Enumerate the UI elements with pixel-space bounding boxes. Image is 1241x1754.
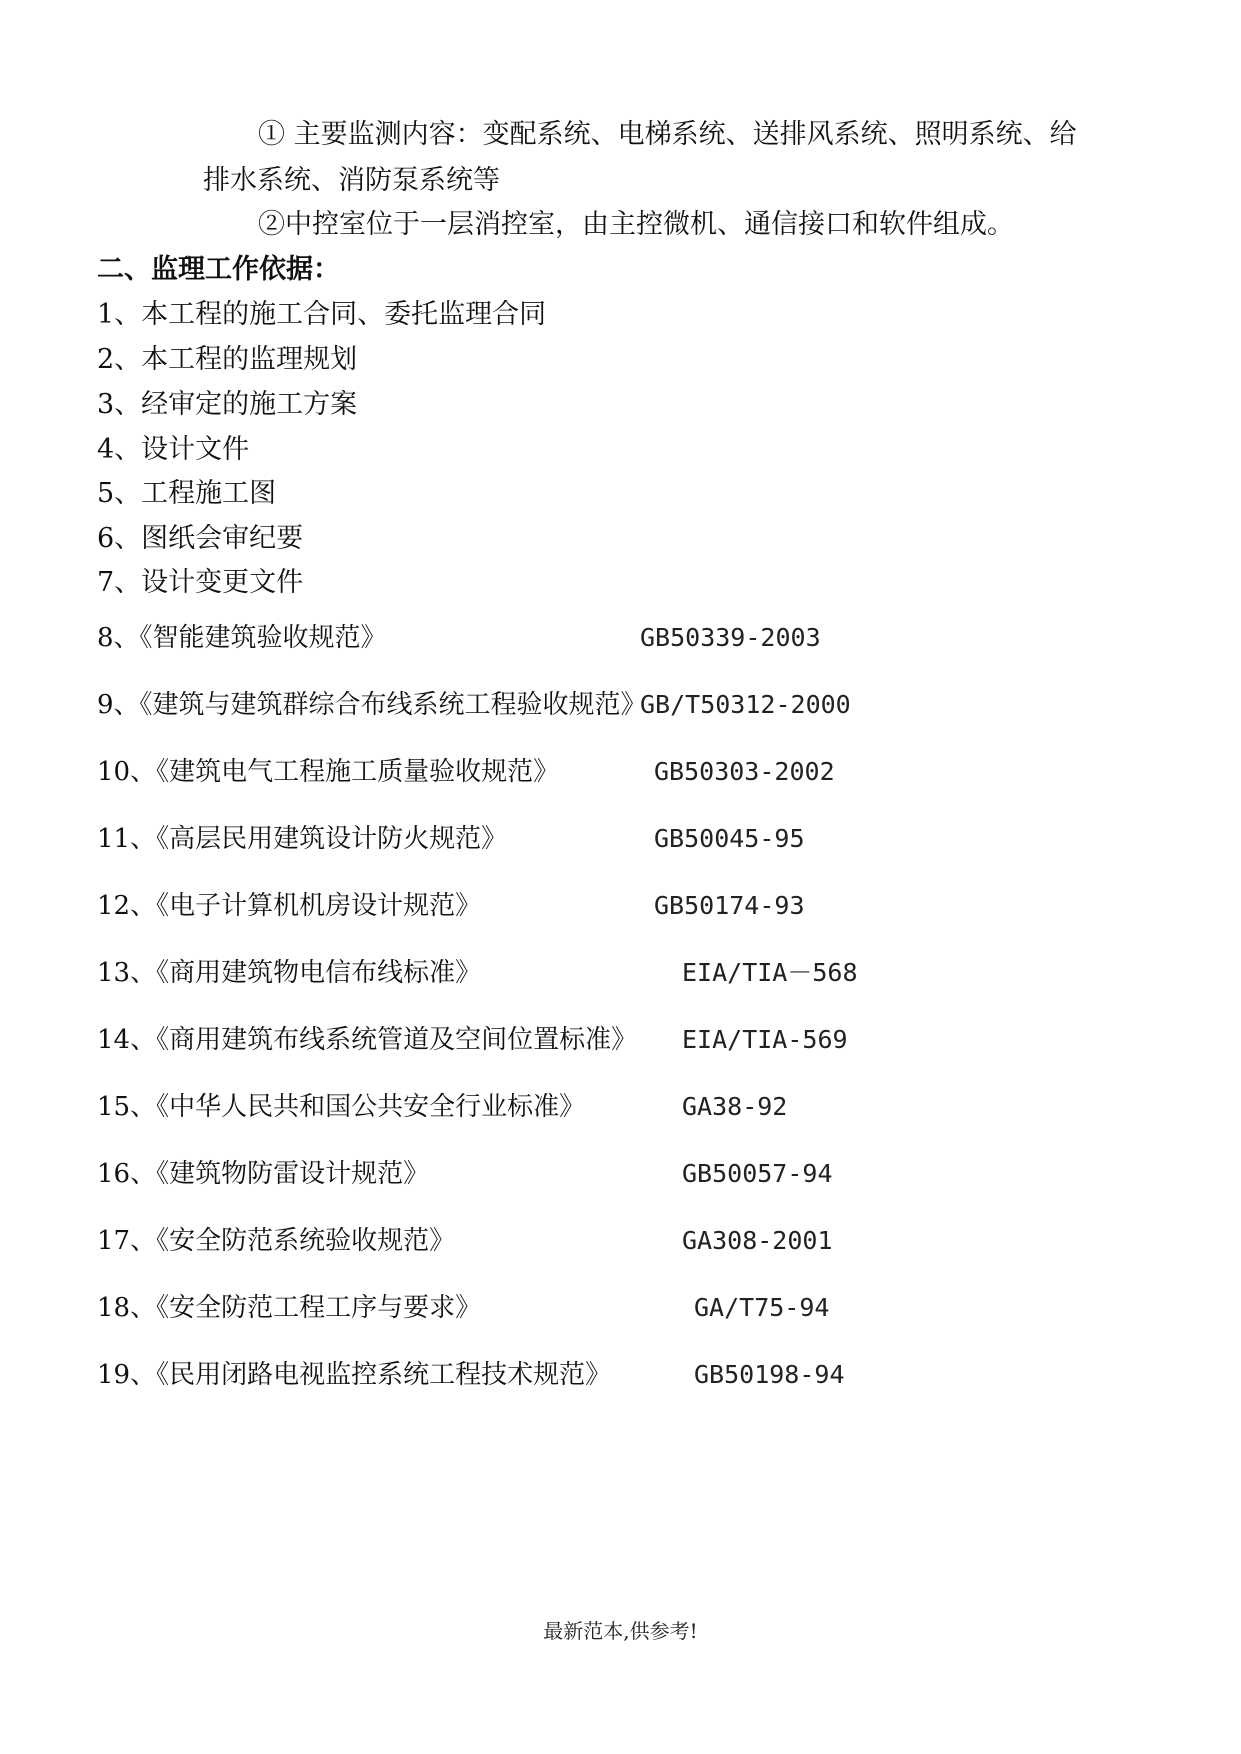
monitor-content-line-1: ① 主要监测内容：变配系统、电梯系统、送排风系统、照明系统、给 [258,119,1077,150]
basis-item: 2、本工程的监理规划 [97,344,358,375]
standard-code: GB50339-2003 [640,623,821,652]
standard-title: 10、《建筑电气工程施工质量验收规范》 [97,757,560,787]
control-room-line: ②中控室位于一层消控室，由主控微机、通信接口和软件组成。 [258,209,1014,240]
standard-code: GA/T75-94 [694,1293,830,1322]
basis-item: 4、设计文件 [97,434,250,465]
standard-title: 13、《商用建筑物电信布线标准》 [97,958,482,988]
standard-code: GA38-92 [682,1092,788,1121]
standard-title: 14、《商用建筑布线系统管道及空间位置标准》 [97,1025,638,1055]
standard-code: EIA/TIA－568 [682,958,858,987]
section-heading: 二、监理工作依据： [97,254,340,285]
standard-title: 18、《安全防范工程工序与要求》 [97,1293,482,1323]
standard-code: GB50303-2002 [654,757,835,786]
standard-code: GB50174-93 [654,891,805,920]
standard-code: GA308-2001 [682,1226,833,1255]
monitor-content-line-2: 排水系统、消防泵系统等 [203,165,500,196]
basis-item: 5、工程施工图 [97,478,277,509]
standard-title: 12、《电子计算机机房设计规范》 [97,891,482,921]
basis-item: 6、图纸会审纪要 [97,523,304,554]
standard-code: GB50198-94 [694,1360,845,1389]
standard-code: GB/T50312-2000 [640,690,851,719]
standard-title: 17、《安全防范系统验收规范》 [97,1226,456,1256]
standard-title: 9、《建筑与建筑群综合布线系统工程验收规范》 [97,690,647,720]
standard-code: GB50057-94 [682,1159,833,1188]
standard-code: EIA/TIA-569 [682,1025,848,1054]
basis-item: 7、设计变更文件 [97,567,304,598]
standard-title: 19、《民用闭路电视监控系统工程技术规范》 [97,1360,612,1390]
standard-title: 16、《建筑物防雷设计规范》 [97,1159,430,1189]
page-footer: 最新范本,供参考! [543,1619,698,1643]
basis-item: 1、本工程的施工合同、委托监理合同 [97,299,547,330]
standard-title: 11、《高层民用建筑设计防火规范》 [97,824,508,854]
standard-title: 15、《中华人民共和国公共安全行业标准》 [97,1092,586,1122]
standard-code: GB50045-95 [654,824,805,853]
standard-title: 8、《智能建筑验收规范》 [97,623,387,653]
basis-item: 3、经审定的施工方案 [97,389,358,420]
